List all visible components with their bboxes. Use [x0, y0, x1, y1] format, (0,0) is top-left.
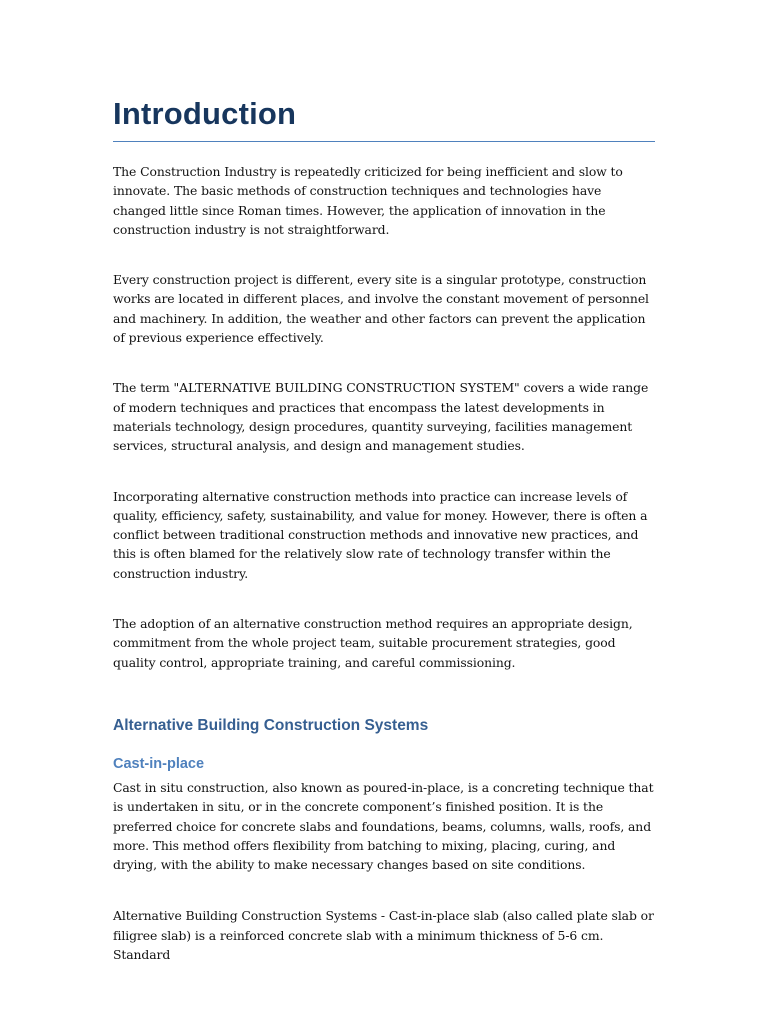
- intro-paragraph-4: Incorporating alternative construction methods into practice can increase levels of quality, efficiency, safety, sustainability, and value for money. However, there is often a conflict between traditional construction methods and innovative new practices, and this is often blamed for the relatively slow rate of technology transfer within the construction industry.: [113, 488, 648, 581]
- cast-in-place-paragraph-2: Alternative Building Construction Systems - Cast-in-place slab (also called plate slab or filigree slab) is a reinforced concrete slab with a minimum thickness of 5-6 cm. Standard: [113, 908, 654, 963]
- document-page: [113, 0, 655, 995]
- title-underline-divider: [113, 141, 655, 142]
- cast-in-place-paragraph-1: Cast in situ construction, also known as poured-in-place, is a concreting technique that is undertaken in situ, or in the concrete component’s finished position. It is the preferred choice for concrete slabs and foundations, beams, columns, walls, roofs, and more. This method offers flexibility from batching to mixing, placing, curing, and drying, with the ability to make necessary changes based on site conditions.: [113, 779, 654, 873]
- intro-paragraph-1: The Construction Industry is repeatedly criticized for being inefficient and slow to innovate. The basic methods of construction techniques and technologies have changed little since Roman times. However, the application of innovation in the construction industry is not straightforward.: [113, 164, 623, 237]
- intro-paragraph-5: The adoption of an alternative construction method requires an appropriate design, commitment from the whole project team, suitable procurement strategies, good quality control, appropriate training, and careful commissioning.: [113, 616, 633, 670]
- subsection-heading: Cast-in-place: [113, 755, 205, 772]
- page-title: Introduction: [113, 96, 297, 131]
- section-heading: Alternative Building Construction Systems: [113, 716, 429, 734]
- intro-paragraph-3: The term "ALTERNATIVE BUILDING CONSTRUCTION SYSTEM" covers a wide range of modern techniques and practices that encompass the latest developments in materials technology, design procedures, quantity surveying, facilities management services, structural analysis, and design and management studies.: [113, 380, 649, 454]
- intro-paragraph-2: Every construction project is different, every site is a singular prototype, construction works are located in different places, and involve the constant movement of personnel and machinery. In addition, the weather and other factors can prevent the application of previous experience effectively.: [113, 272, 649, 346]
